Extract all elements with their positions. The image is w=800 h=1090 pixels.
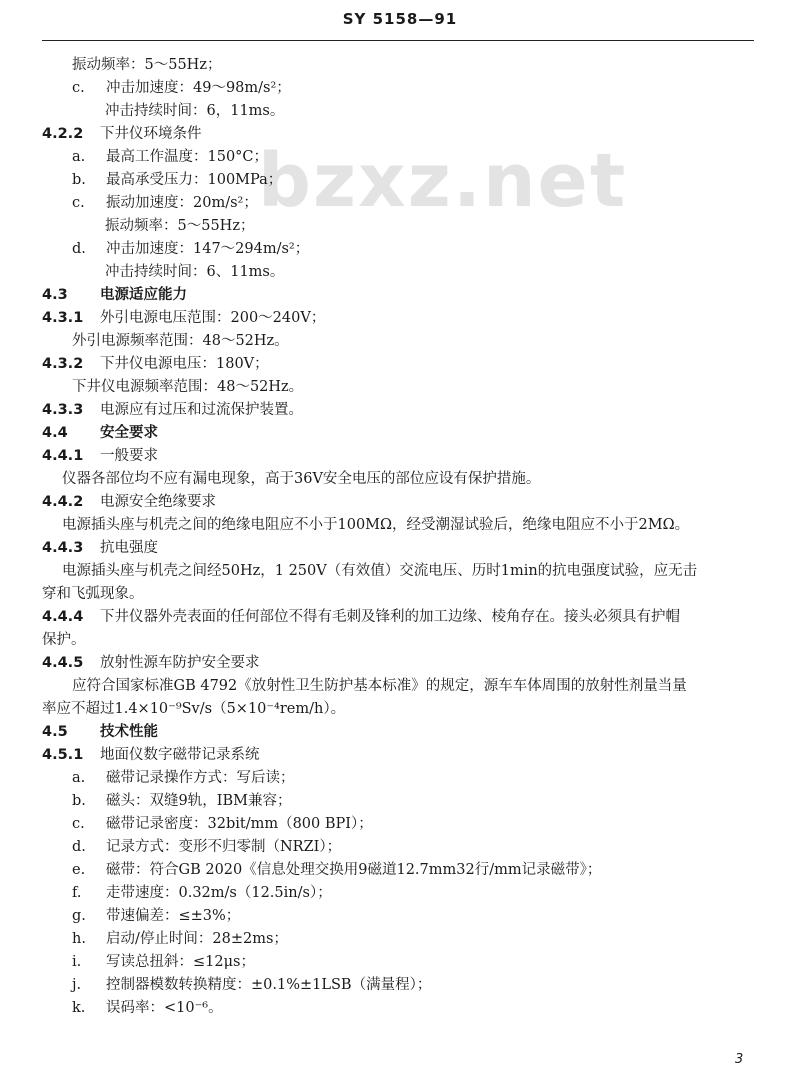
- text-line: [72, 906, 240, 926]
- text-line: [42, 653, 260, 673]
- clause-text: 磁带记录密度：32bit/mm（800 BPI）；: [106, 816, 373, 832]
- clause-number: a.: [72, 149, 86, 165]
- clause-number: k.: [72, 1000, 86, 1016]
- header-rule: [42, 40, 754, 41]
- document-code: SY 5158—91: [342, 10, 458, 28]
- text-line: [62, 515, 689, 535]
- text-line: [72, 377, 303, 397]
- clause-number: h.: [72, 931, 86, 947]
- text-line: [72, 78, 291, 98]
- clause-text: 下井仪环境条件: [100, 126, 202, 142]
- text-line: [42, 607, 680, 627]
- clause-number: 4.3: [42, 287, 68, 303]
- clause-text: 安全要求: [100, 425, 158, 441]
- clause-text: 振动加速度：20m/s²；: [106, 195, 258, 211]
- text-line: [42, 538, 158, 558]
- text-line: [72, 791, 291, 811]
- clause-number: 4.4.3: [42, 540, 84, 556]
- text-line: [42, 124, 202, 144]
- text-line: [72, 55, 221, 75]
- text-line: [72, 814, 373, 834]
- clause-text: 记录方式：变形不归零制（NRZI）；: [106, 839, 342, 855]
- clause-text: 保护。: [42, 632, 86, 648]
- clause-text: 写读总扭斜：≤12μs；: [106, 954, 255, 970]
- clause-number: c.: [72, 195, 85, 211]
- text-line: [72, 929, 288, 949]
- clause-number: b.: [72, 793, 86, 809]
- text-line: [72, 147, 268, 167]
- clause-text: 冲击加速度：49～98m/s²；: [106, 80, 291, 96]
- text-line: [42, 699, 345, 719]
- clause-number: 4.5: [42, 724, 68, 740]
- text-line: [105, 262, 284, 282]
- clause-number: 4.3.2: [42, 356, 84, 372]
- clause-number: 4.5.1: [42, 747, 84, 763]
- clause-text: 最高工作温度：150°C；: [106, 149, 269, 165]
- text-line: [42, 492, 216, 512]
- clause-number: 4.4.4: [42, 609, 84, 625]
- clause-text: 地面仪数字磁带记录系统: [100, 747, 260, 763]
- text-line: [42, 285, 187, 305]
- clause-text: 冲击加速度：147～294m/s²；: [106, 241, 310, 257]
- clause-text: 冲击持续时间：6、11ms。: [105, 264, 285, 280]
- clause-text: 振动频率：5～55Hz；: [72, 57, 222, 73]
- clause-text: 电源应有过压和过流保护装置。: [100, 402, 303, 418]
- page-number: 3: [735, 1052, 744, 1067]
- text-line: [72, 883, 332, 903]
- text-line: [72, 239, 309, 259]
- text-line: [72, 331, 289, 351]
- clause-text: 磁头：双缝9轨，IBM兼容；: [106, 793, 292, 809]
- text-line: [105, 216, 254, 236]
- text-line: [72, 676, 687, 696]
- clause-text: 下井仪器外壳表面的任何部位不得有毛刺及锋利的加工边缘、棱角存在。接头必须具有护帽: [100, 609, 680, 625]
- clause-text: 率应不超过1.4×10⁻⁹Sv/s（5×10⁻⁴rem/h）。: [42, 701, 346, 717]
- clause-text: 一般要求: [100, 448, 158, 464]
- clause-number: 4.3.1: [42, 310, 84, 326]
- clause-text: 外引电源频率范围：48～52Hz。: [72, 333, 289, 349]
- clause-text: 抗电强度: [100, 540, 158, 556]
- clause-number: e.: [72, 862, 86, 878]
- text-line: [42, 630, 86, 650]
- text-line: [72, 170, 282, 190]
- clause-text: 应符合国家标准GB 4792《放射性卫生防护基本标准》的规定，源车车体周围的放射性剂量当量: [72, 678, 687, 694]
- clause-text: 走带速度：0.32m/s（12.5in/s）；: [106, 885, 332, 901]
- clause-number: d.: [72, 839, 86, 855]
- clause-text: 电源适应能力: [100, 287, 187, 303]
- text-line: [72, 837, 341, 857]
- text-line: [42, 423, 158, 443]
- clause-text: 最高承受压力：100MPa；: [106, 172, 283, 188]
- text-line: [72, 193, 258, 213]
- clause-number: 4.3.3: [42, 402, 84, 418]
- clause-text: 振动频率：5～55Hz；: [105, 218, 255, 234]
- clause-text: 磁带：符合GB 2020《信息处理交换用9磁道12.7mm32行/mm记录磁带》；: [106, 862, 602, 878]
- watermark: bzxz.net: [258, 138, 628, 224]
- clause-text: 磁带记录操作方式：写后读；: [106, 770, 295, 786]
- clause-number: a.: [72, 770, 86, 786]
- clause-number: b.: [72, 172, 86, 188]
- clause-text: 穿和飞弧现象。: [42, 586, 144, 602]
- text-line: [72, 975, 431, 995]
- text-line: [42, 308, 325, 328]
- clause-number: f.: [72, 885, 82, 901]
- clause-text: 放射性源车防护安全要求: [100, 655, 260, 671]
- clause-text: 控制器模数转换精度：±0.1%±1LSB（满量程）；: [106, 977, 432, 993]
- clause-number: 4.4: [42, 425, 68, 441]
- clause-text: 电源安全绝缘要求: [100, 494, 216, 510]
- clause-number: c.: [72, 80, 85, 96]
- text-line: [72, 768, 295, 788]
- text-line: [42, 584, 144, 604]
- text-line: [105, 101, 284, 121]
- clause-number: 4.4.5: [42, 655, 84, 671]
- clause-text: 外引电源电压范围：200～240V；: [100, 310, 326, 326]
- clause-number: 4.2.2: [42, 126, 84, 142]
- clause-text: 仪器各部位均不应有漏电现象，高于36V安全电压的部位应设有保护措施。: [62, 471, 541, 487]
- clause-number: i.: [72, 954, 82, 970]
- clause-number: g.: [72, 908, 86, 924]
- text-line: [42, 446, 158, 466]
- clause-number: d.: [72, 241, 86, 257]
- clause-text: 冲击持续时间：6，11ms。: [105, 103, 285, 119]
- text-line: [62, 561, 697, 581]
- text-line: [42, 745, 260, 765]
- text-line: [62, 469, 540, 489]
- clause-number: c.: [72, 816, 85, 832]
- clause-number: 4.4.1: [42, 448, 84, 464]
- text-line: [42, 722, 158, 742]
- clause-text: 技术性能: [100, 724, 158, 740]
- clause-number: j.: [72, 977, 82, 993]
- text-line: [42, 354, 269, 374]
- clause-text: 下井仪电源电压：180V；: [100, 356, 269, 372]
- clause-number: 4.4.2: [42, 494, 84, 510]
- clause-text: 误码率：<10⁻⁶。: [106, 1000, 223, 1016]
- text-line: [72, 952, 255, 972]
- clause-text: 带速偏差：≤±3%；: [106, 908, 241, 924]
- clause-text: 电源插头座与机壳之间的绝缘电阻应不小于100MΩ，经受潮湿试验后，绝缘电阻应不小于2MΩ。: [62, 517, 690, 533]
- clause-text: 下井仪电源频率范围：48～52Hz。: [72, 379, 304, 395]
- clause-text: 电源插头座与机壳之间经50Hz，1 250V（有效值）交流电压、历时1min的抗电强度试验，应无击: [62, 563, 698, 579]
- text-line: [42, 400, 303, 420]
- clause-text: 启动/停止时间：28±2ms；: [106, 931, 288, 947]
- text-line: [72, 998, 223, 1018]
- text-line: [72, 860, 601, 880]
